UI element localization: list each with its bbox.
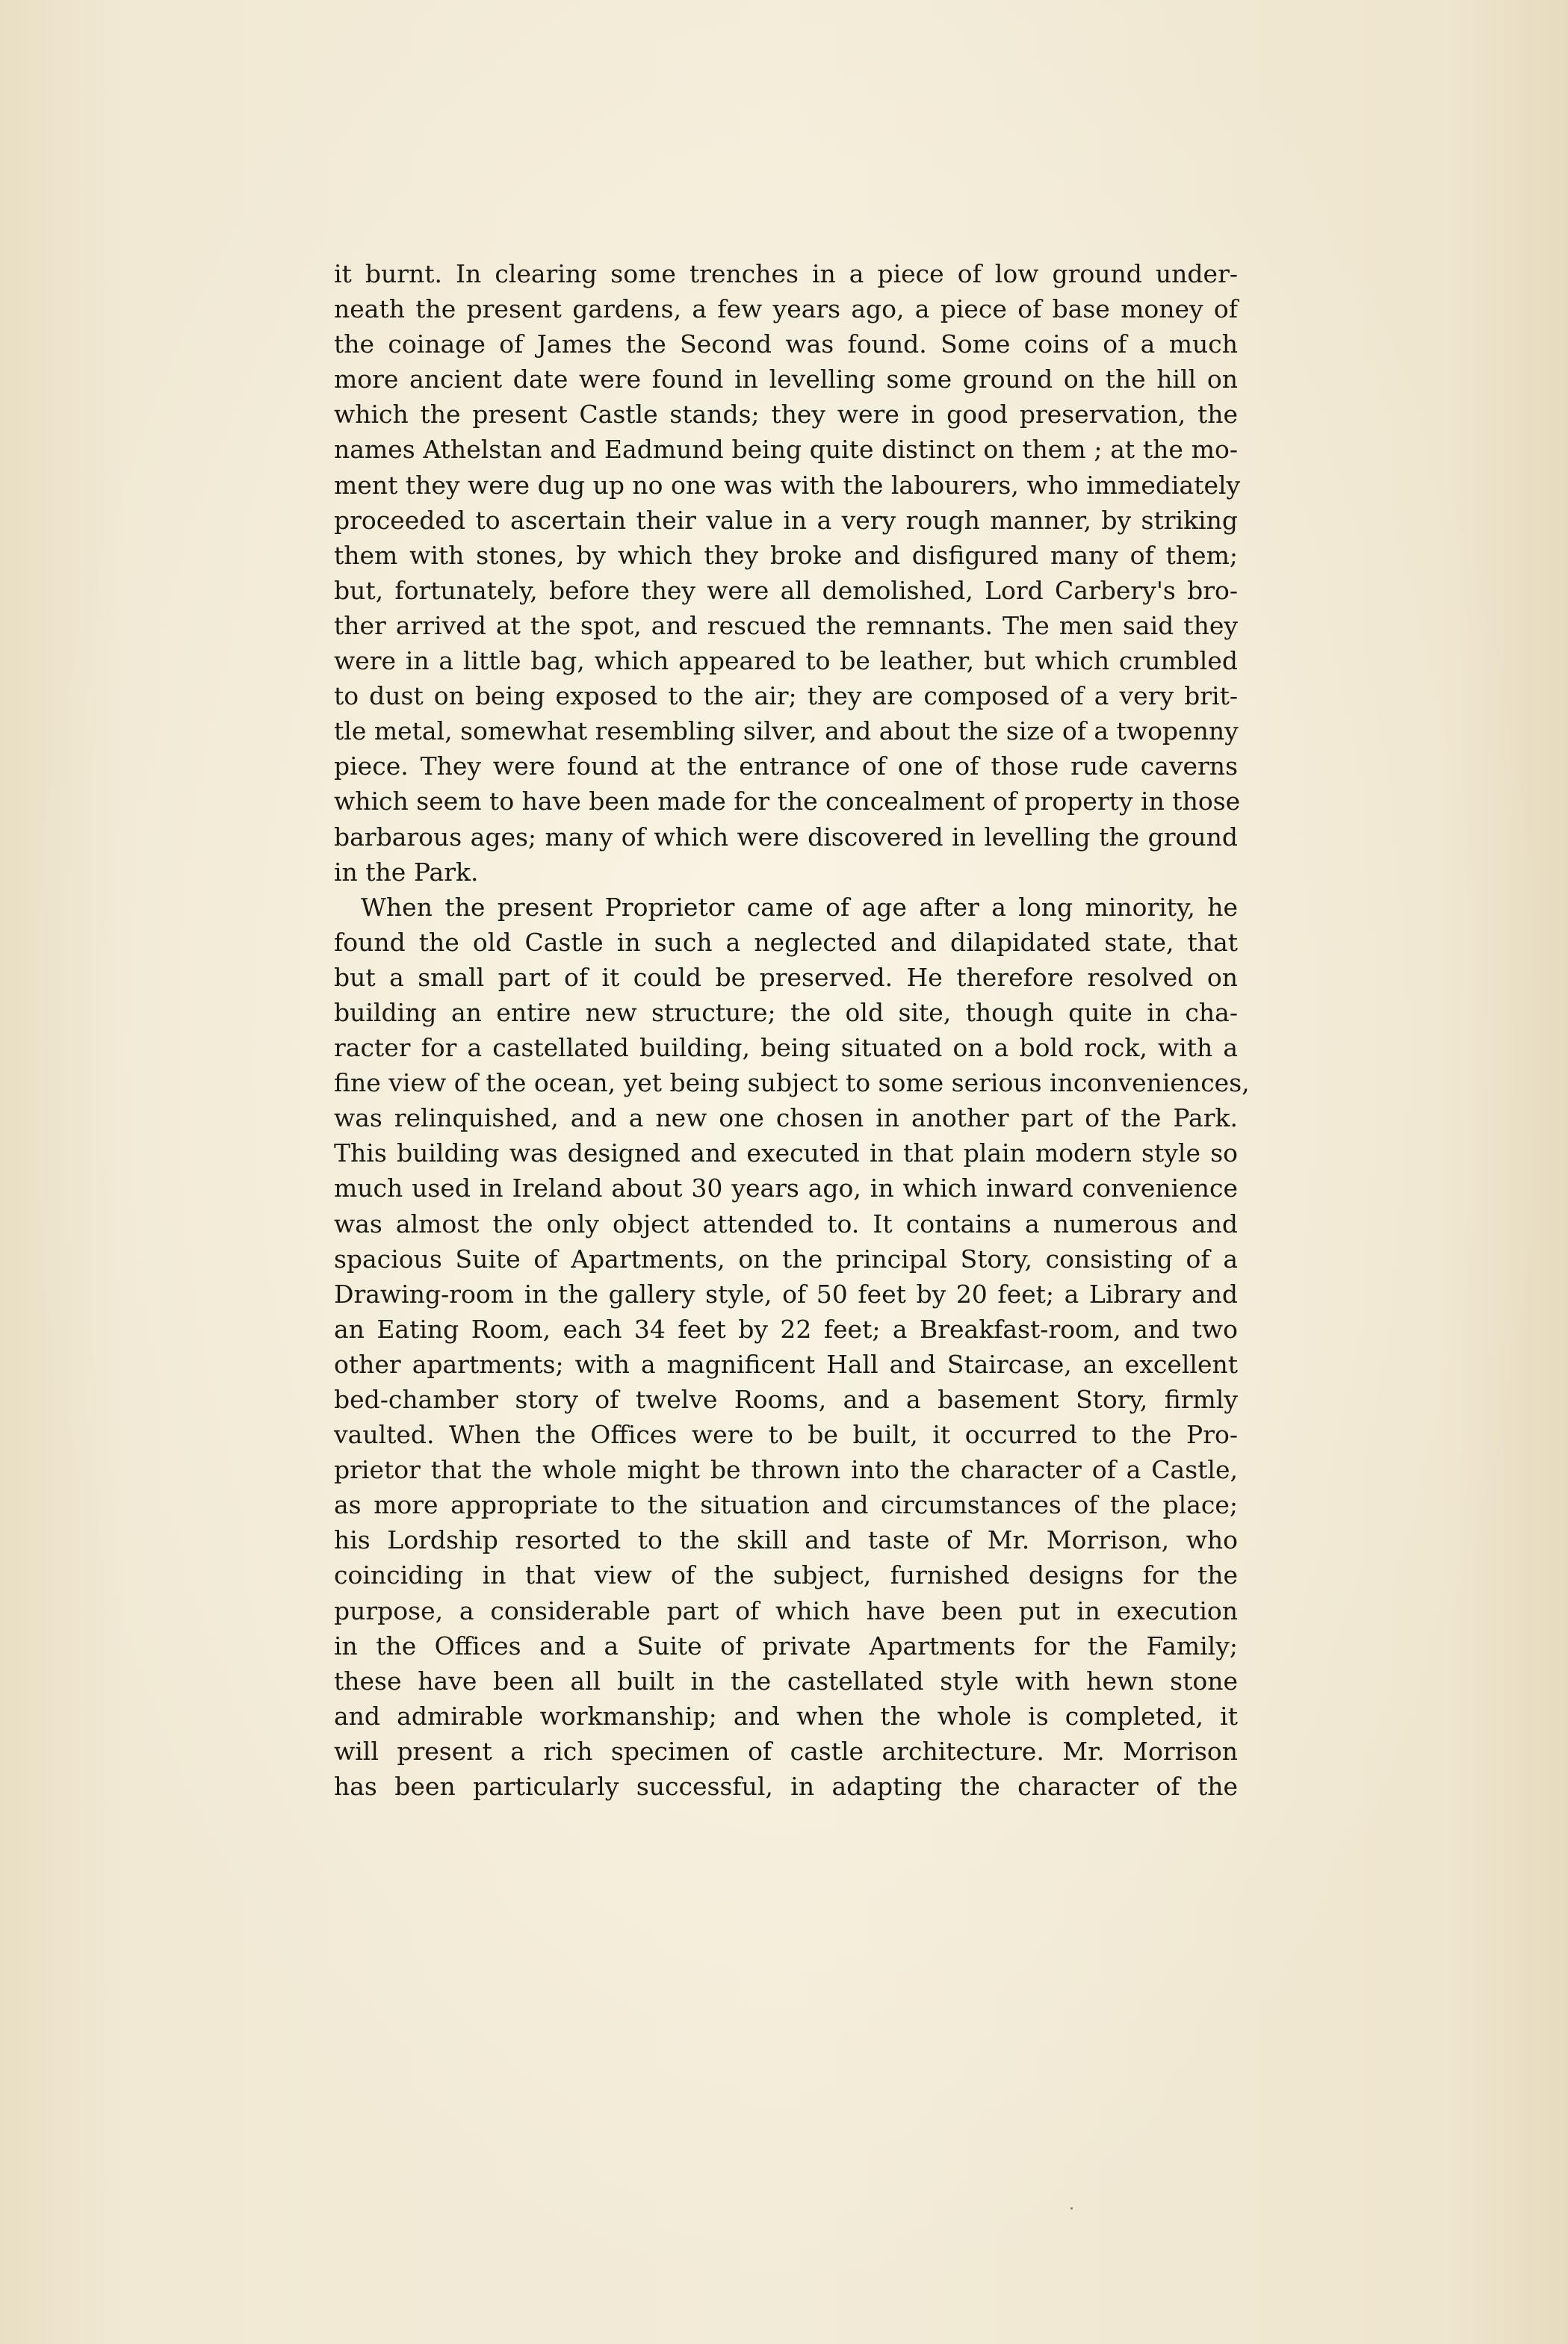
text-line: in the Offices and a Suite of private Apartments for the Family; xyxy=(334,1631,1238,1661)
text-line: were in a little bag, which appeared to be leather, but which crumbled xyxy=(334,646,1238,676)
text-line: neath the present gardens, a few years ago, a piece of base money of xyxy=(334,294,1238,324)
text-line: building an entire new structure; the old site, though quite in cha- xyxy=(334,997,1238,1027)
body-text xyxy=(334,256,1250,1804)
text-line: ment they were dug up no one was with the labourers, who immediately xyxy=(334,470,1241,500)
paper-speck xyxy=(1070,2207,1073,2210)
text-line: an Eating Room, each 34 feet by 22 feet; a Breakfast-room, and two xyxy=(334,1314,1238,1344)
text-line: more ancient date were found in levelling some ground on the hill on xyxy=(334,365,1238,394)
text-line: has been particularly successful, in adapting the character of the xyxy=(334,1772,1238,1802)
text-line: This building was designed and executed in that plain modern style so xyxy=(334,1138,1238,1168)
paragraph xyxy=(334,256,1241,890)
text-line: prietor that the whole might be thrown into the character of a Castle, xyxy=(334,1455,1238,1485)
text-line: to dust on being exposed to the air; they are composed of a very brit- xyxy=(334,681,1238,711)
text-line: was relinquished, and a new one chosen in another part of the Park. xyxy=(334,1103,1238,1133)
text-line: proceeded to ascertain their value in a very rough manner, by striking xyxy=(334,505,1238,535)
text-line: much used in Ireland about 30 years ago, in which inward convenience xyxy=(334,1173,1238,1203)
text-line: but, fortunately, before they were all demolished, Lord Carbery's bro- xyxy=(334,575,1238,605)
text-line: When the present Proprietor came of age after a long minority, he xyxy=(361,892,1238,922)
text-line: the coinage of James the Second was found. Some coins of a much xyxy=(334,329,1238,359)
text-line: barbarous ages; many of which were discovered in levelling the ground xyxy=(334,822,1238,852)
text-line: it burnt. In clearing some trenches in a piece of low ground under- xyxy=(334,259,1238,288)
text-line: and admirable workmanship; and when the whole is completed, it xyxy=(334,1701,1238,1731)
text-line: spacious Suite of Apartments, on the principal Story, consisting of a xyxy=(334,1244,1238,1274)
text-line: piece. They were found at the entrance of one of those rude caverns xyxy=(334,751,1238,781)
text-line: other apartments; with a magnificent Hall and Staircase, an excellent xyxy=(334,1349,1238,1379)
text-line: fine view of the ocean, yet being subject to some serious inconveniences, xyxy=(334,1068,1250,1098)
text-line: as more appropriate to the situation and circumstances of the place; xyxy=(334,1490,1238,1520)
text-line: ther arrived at the spot, and rescued the remnants. The men said they xyxy=(334,610,1238,640)
text-line: Drawing-room in the gallery style, of 50 feet by 20 feet; a Library and xyxy=(334,1279,1238,1309)
text-line: was almost the only object attended to. It contains a numerous and xyxy=(334,1209,1238,1238)
text-line: them with stones, by which they broke and disfigured many of them; xyxy=(334,540,1238,570)
text-line: will present a rich specimen of castle architecture. Mr. Morrison xyxy=(334,1736,1238,1766)
text-line: bed-chamber story of twelve Rooms, and a basement Story, firmly xyxy=(334,1385,1238,1414)
text-line: which the present Castle stands; they were in good preservation, the xyxy=(334,400,1238,430)
text-line: coinciding in that view of the subject, furnished designs for the xyxy=(334,1560,1238,1590)
text-line: vaulted. When the Offices were to be built, it occurred to the Pro- xyxy=(334,1420,1238,1450)
text-line: his Lordship resorted to the skill and taste of Mr. Morrison, who xyxy=(334,1525,1238,1555)
text-line: found the old Castle in such a neglected and dilapidated state, that xyxy=(334,927,1238,957)
text-line: racter for a castellated building, being situated on a bold rock, with a xyxy=(334,1033,1238,1063)
paragraph xyxy=(334,890,1250,1804)
text-line: tle metal, somewhat resembling silver, and about the size of a twopenny xyxy=(334,716,1239,746)
text-line: but a small part of it could be preserved. He therefore resolved on xyxy=(334,962,1238,992)
text-line: these have been all built in the castellated style with hewn stone xyxy=(334,1666,1238,1696)
text-line: purpose, a considerable part of which have been put in execution xyxy=(334,1596,1238,1625)
text-line: which seem to have been made for the concealment of property in those xyxy=(334,787,1241,816)
text-line: in the Park. xyxy=(334,857,479,887)
text-line: names Athelstan and Eadmund being quite distinct on them ; at the mo- xyxy=(334,435,1238,465)
